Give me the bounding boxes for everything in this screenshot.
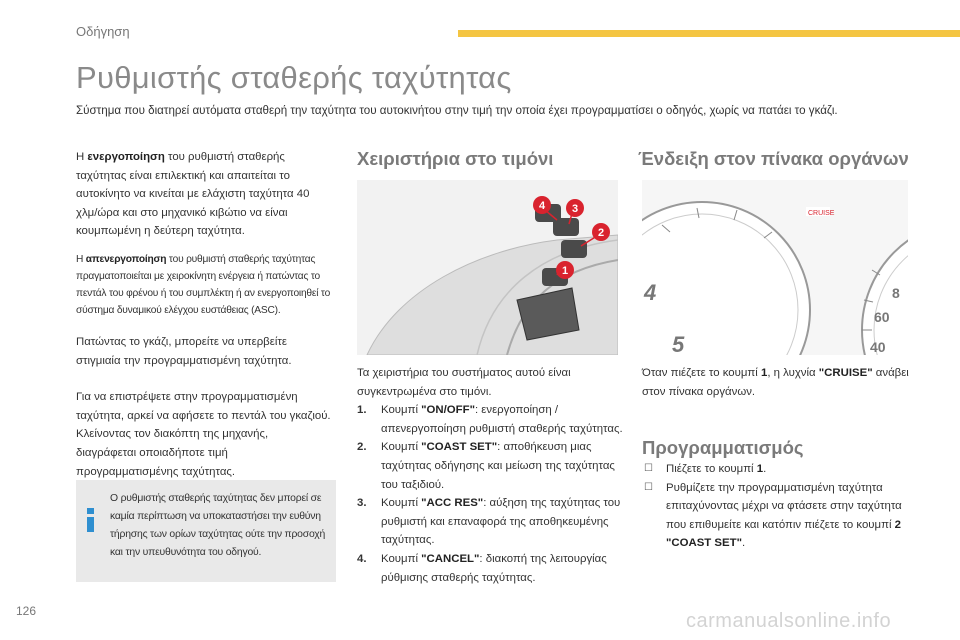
gauge-number-40: 40 <box>870 339 886 355</box>
callout-3-label: 3 <box>571 203 579 215</box>
controls-list <box>357 401 627 587</box>
steering-controls-text <box>357 364 627 587</box>
callout-1 <box>556 261 574 279</box>
checkbox-bullet-icon: ☐ <box>644 463 653 474</box>
page-number: 126 <box>16 604 37 618</box>
callout-3 <box>566 199 584 217</box>
info-text: Ο ρυθμιστής σταθερής ταχύτητας δεν μπορεί σε καμία περίπτωση να υποκαταστήσει την ευθύνη τήρησης των ορίων ταχύτητας ούτε την προσοχή και την υπευθυνότητα του οδηγού. <box>110 493 326 558</box>
controls-intro: Τα χειριστήρια του συστήματος αυτού είναι συγκεντρωμένα στο τιμόνι. <box>357 367 571 398</box>
steering-wheel-illustration <box>357 180 618 355</box>
page-title: Ρυθμιστής σταθερής ταχύτητας <box>76 60 512 95</box>
steering-controls-heading: Χειριστήρια στο τιμόνι <box>357 148 554 169</box>
activation-term: ενεργοποίηση <box>87 151 165 163</box>
callout-4 <box>533 196 551 214</box>
gauge-number-60: 60 <box>874 309 890 325</box>
watermark: carmanualsonline.info <box>686 610 892 632</box>
header-accent-bar <box>458 30 960 37</box>
info-icon <box>84 508 98 534</box>
deactivation-paragraph: Η απενεργοποίηση του ρυθμιστή σταθερής ταχύτητας πραγματοποιείται με χειροκίνητη ενέργεια ή πατώντας το πεντάλ του φρένου ή του συμπλέκτη ή αν ενεργοποιηθεί το σύστημα δυναμικού ελέγχου ευστάθειας (ASC). <box>76 253 331 316</box>
list-item: ☐ Ρυθμίζετε την προγραμματισμένη ταχύτητα επιταχύνοντας μέχρι να φτάσετε στην ταχύτητα που επιθυμείτε και κατόπιν πιέζετε το κουμπί 2 "COAST SET". <box>642 479 917 553</box>
activation-paragraph: Η ενεργοποίηση του ρυθμιστή σταθερής ταχύτητας είναι επιλεκτική και απαιτείται το αυτοκίνητο να κινείται με ελάχιστη ταχύτητα 40 χλμ/ώρα και στο μηχανικό κιβώτιο να είναι κουμπωμένη η δεύτερη ταχύτητα. <box>76 151 310 238</box>
list-item: 1. Κουμπί "ON/OFF": ενεργοποίηση / απενεργοποίηση ρυθμιστή σταθερής ταχύτητας. <box>357 404 623 435</box>
list-item: 3. Κουμπί "ACC RES": αύξηση της ταχύτητας του ρυθμιστή και επαναφορά της αποθηκευμένης ταχύτητας. <box>357 497 621 547</box>
resume-paragraph: Για να επιστρέψετε στην προγραμματισμένη ταχύτητα, αρκεί να αφήσετε το πεντάλ του γκαζιού. Κλείνοντας τον διακόπτη της μηχανής, διαγράφεται οποιαδήποτε τιμή προγραμματισμένης ταχύτητας. <box>76 391 331 478</box>
deactivation-term: απενεργοποίηση <box>85 253 167 265</box>
gauge-number-5: 5 <box>672 332 685 355</box>
left-column <box>76 148 331 491</box>
cruise-lamp: CRUISE <box>808 210 835 217</box>
callout-2-label: 2 <box>597 227 605 239</box>
steering-wheel-drawing <box>357 180 618 355</box>
list-item: 4. Κουμπί "CANCEL": διακοπή της λειτουργίας ρύθμισης σταθερής ταχύτητας. <box>357 552 607 584</box>
gauge-number-8: 8 <box>892 285 900 301</box>
intro-text: Σύστημα που διατηρεί αυτόματα σταθερή την ταχύτητα του αυτοκινήτου στην τιμή την οποία έχει προγραμματίσει ο οδηγός, χωρίς να πατάει το γκάζι. <box>76 104 838 117</box>
gauge-number-4: 4 <box>644 280 657 305</box>
instrument-panel-illustration <box>642 180 908 355</box>
gauge-drawing <box>642 180 908 355</box>
section-label: Οδήγηση <box>76 24 130 39</box>
checkbox-bullet-icon: ☐ <box>644 481 653 493</box>
instrument-panel-heading: Ένδειξη στον πίνακα οργάνων <box>638 148 909 169</box>
callout-2 <box>592 223 610 241</box>
callout-4-label: 4 <box>538 200 546 212</box>
list-item: 2. Κουμπί "COAST SET": αποθήκευση μιας ταχύτητας οδήγησης και μείωση της ταχύτητας του ταξιδιού. <box>357 441 615 491</box>
list-item: ☐ Πιέζετε το κουμπί 1. <box>642 460 917 479</box>
callout-1-label: 1 <box>561 265 569 277</box>
instrument-panel-text: Όταν πιέζετε το κουμπί 1, η λυχνία "CRUISE" ανάβει στον πίνακα οργάνων. <box>642 367 909 398</box>
override-paragraph: Πατώντας το γκάζι, μπορείτε να υπερβείτε στιγμιαία την προγραμματισμένη ταχύτητα. <box>76 335 292 367</box>
programming-list <box>642 460 917 553</box>
programming-heading: Προγραμματισμός <box>642 437 804 458</box>
